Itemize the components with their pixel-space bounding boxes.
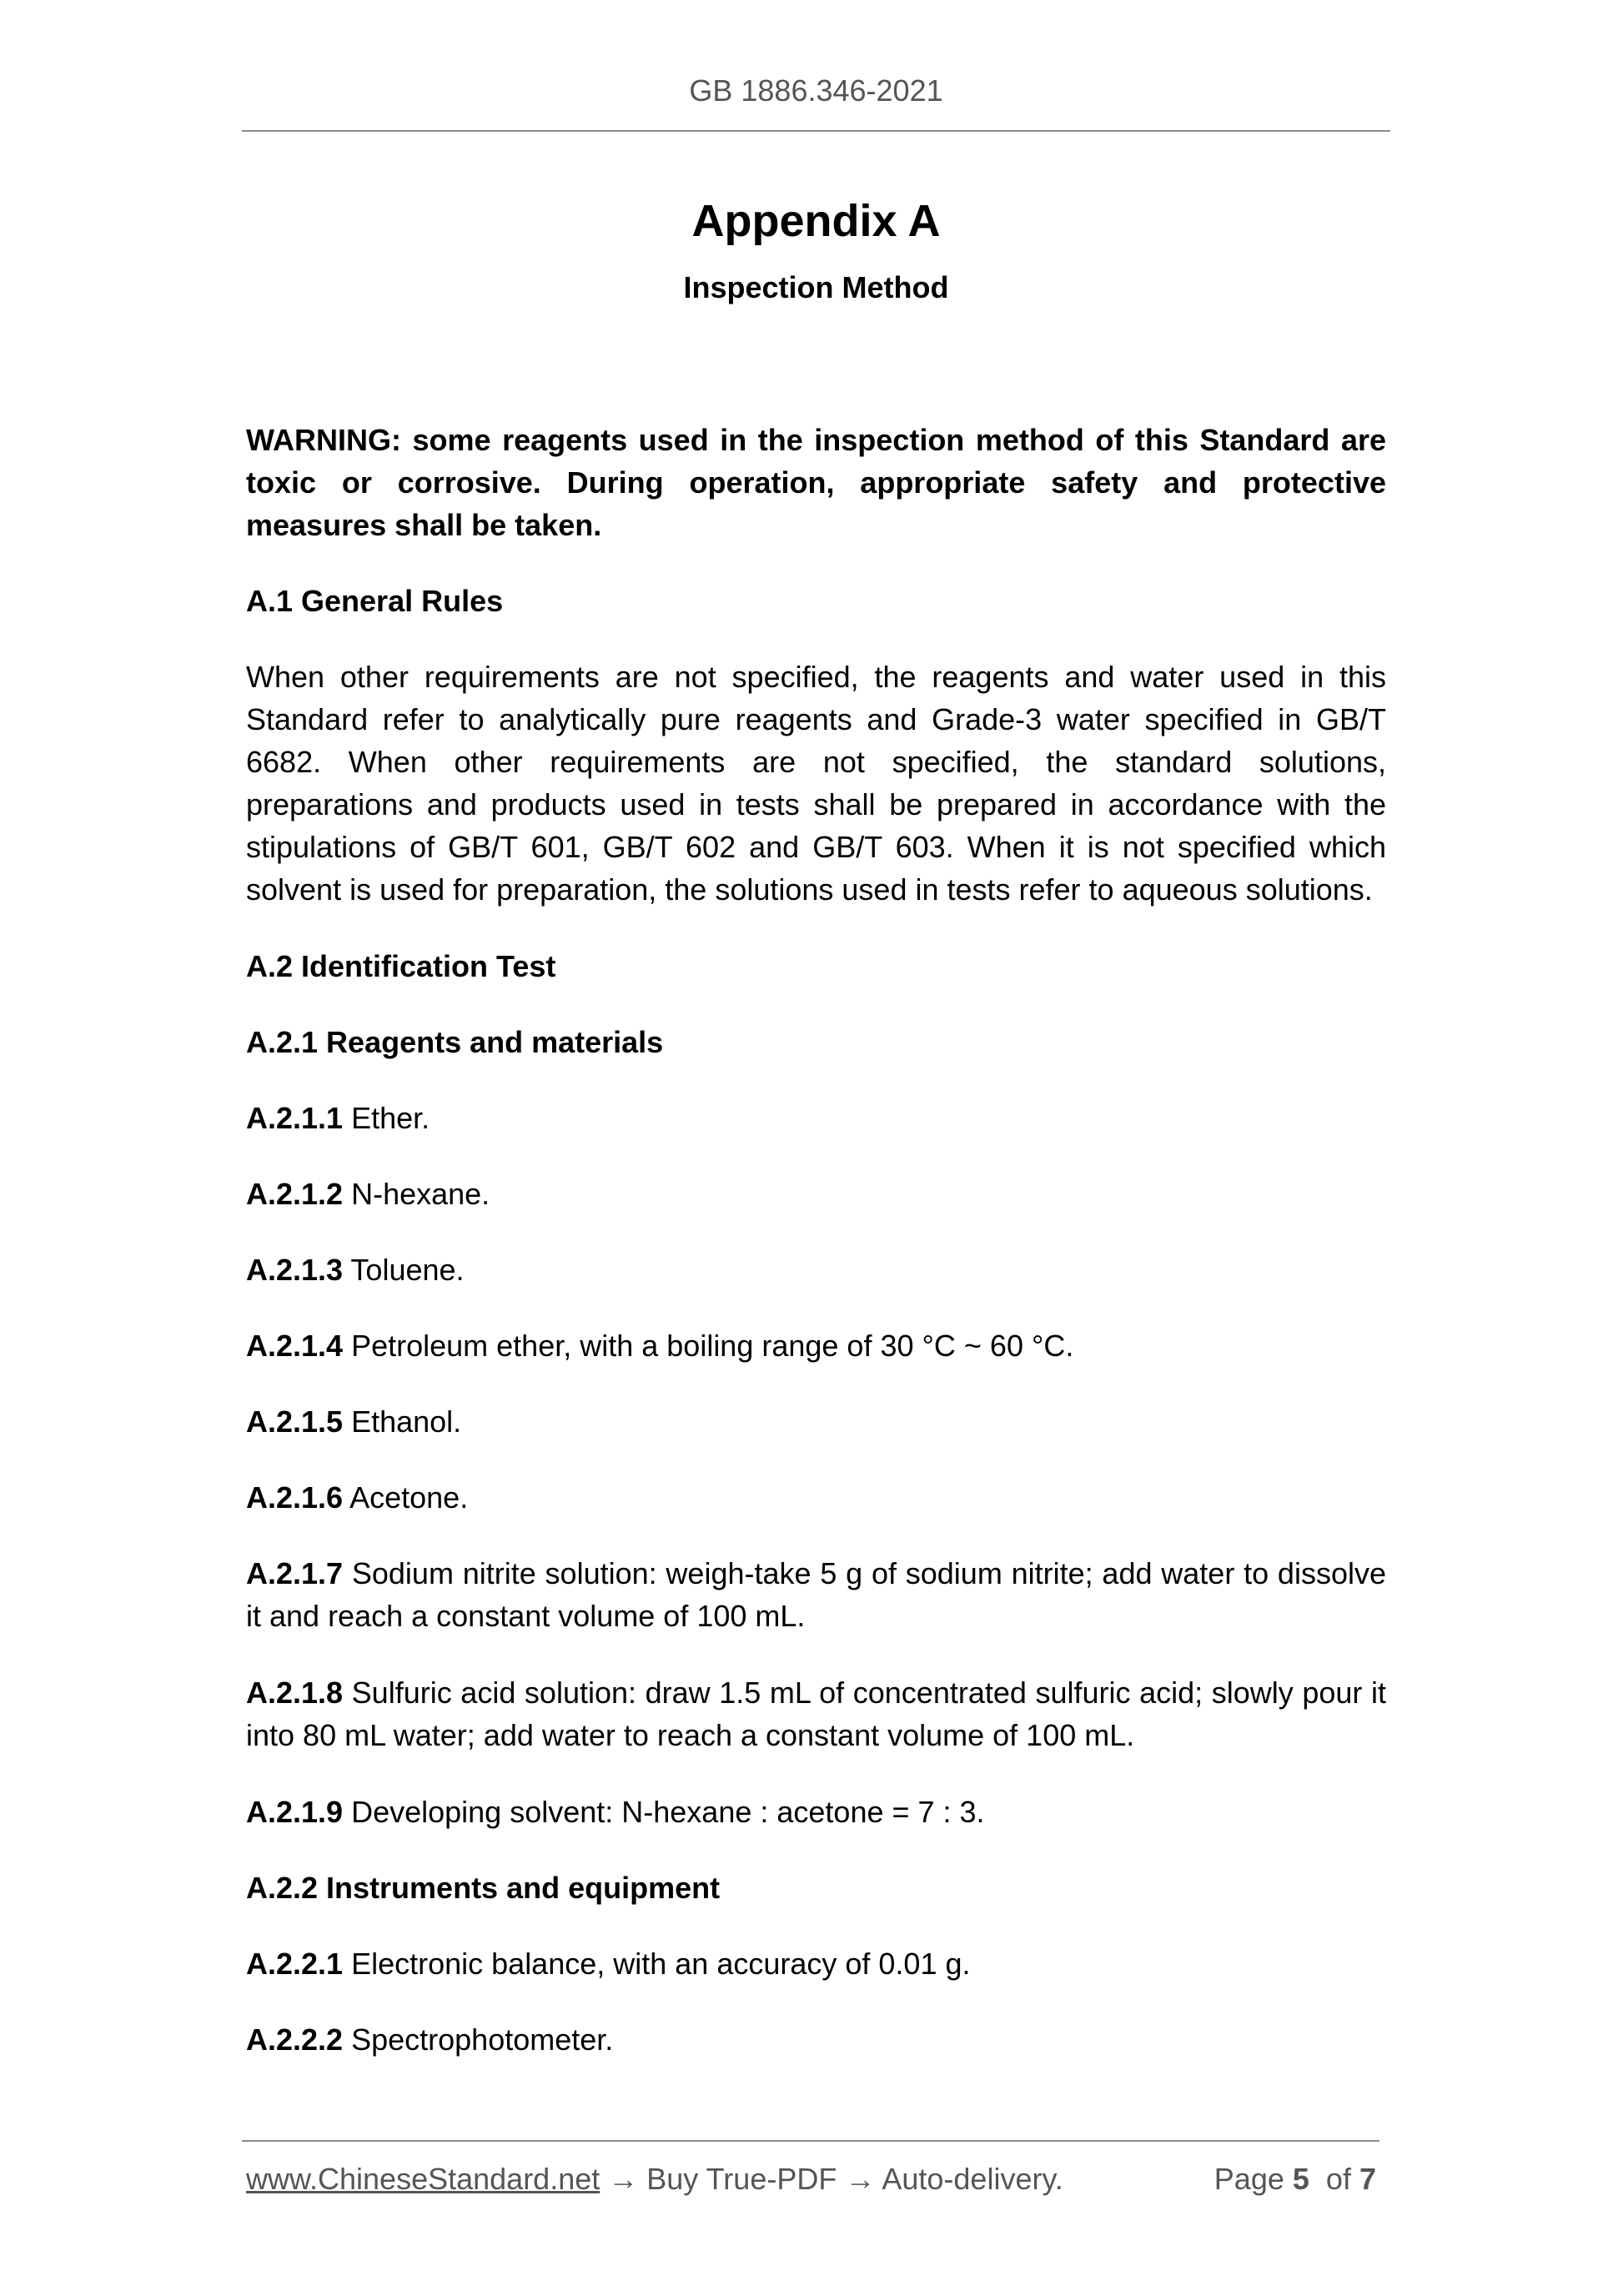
- clause-number: A.2.2.1: [246, 1947, 344, 1981]
- clause-text: Petroleum ether, with a boiling range of 30 °C ~ 60 °C.: [343, 1329, 1074, 1363]
- auto-delivery-text: Auto-delivery.: [882, 2162, 1063, 2196]
- section-a1-paragraph: When other requirements are not specified, the reagents and water used in this Standard refer to analytically pure reagents and Grade-3 water specified in GB/T 6682. When other requirements are not specified, the standard solutions, preparations and products used in tests shall be prepared in accordance with the stipulations of GB/T 601, GB/T 602 and GB/T 603. When it is not specified which solvent is used for preparation, the solutions used in tests refer to aqueous solutions.: [246, 660, 1386, 907]
- section-a22-heading: A.2.2 Instruments and equipment: [246, 1871, 721, 1905]
- reagent-item: [246, 1552, 1386, 1637]
- clause-text: Electronic balance, with an accuracy of 0.01 g.: [343, 1947, 971, 1981]
- clause-text: Sodium nitrite solution: weigh-take 5 g of sodium nitrite; add water to dissolve it and reach a constant volume of 100 mL.: [246, 1556, 1386, 1633]
- instrument-item: [246, 2018, 1386, 2061]
- footer-promo: [246, 2162, 1063, 2197]
- page-header-standard-number: GB 1886.346-2021: [689, 73, 943, 108]
- page-subtitle: Inspection Method: [683, 270, 949, 304]
- page-title: Appendix A: [691, 196, 941, 246]
- clause-number: A.2.1.2: [246, 1177, 344, 1211]
- instrument-item: [246, 1942, 1386, 1985]
- clause-number: A.2.1.5: [246, 1404, 344, 1439]
- total-pages: 7: [1359, 2162, 1376, 2196]
- reagent-item: [246, 1097, 1386, 1139]
- warning-paragraph: WARNING: some reagents used in the inspection method of this Standard are toxic or corrosive. During operation, appropriate safety and protective measures shall be taken.: [246, 423, 1386, 542]
- clause-number: A.2.1.7: [246, 1556, 344, 1590]
- header-divider: [242, 130, 1390, 132]
- reagent-item: [246, 1400, 1386, 1443]
- clause-text: Acetone.: [343, 1480, 469, 1515]
- clause-text: Spectrophotometer.: [343, 2022, 614, 2057]
- clause-number: A.2.1.3: [246, 1253, 344, 1287]
- website-link[interactable]: www.ChineseStandard.net: [246, 2162, 600, 2196]
- clause-text: Toluene.: [343, 1253, 465, 1287]
- section-a2-heading: A.2 Identification Test: [246, 949, 556, 983]
- clause-number: A.2.2.2: [246, 2022, 344, 2057]
- reagent-item: [246, 1476, 1386, 1519]
- clause-text: Developing solvent: N-hexane : acetone = 7 : 3.: [343, 1795, 985, 1829]
- buy-pdf-text: Buy True-PDF: [646, 2162, 837, 2196]
- reagent-item: [246, 1324, 1386, 1367]
- section-a1-heading: A.1 General Rules: [246, 584, 504, 618]
- arrow-right-icon: →: [837, 2162, 882, 2196]
- clause-number: A.2.1.9: [246, 1795, 344, 1829]
- clause-number: A.2.1.8: [246, 1676, 344, 1710]
- reagent-item: [246, 1791, 1386, 1833]
- reagent-item: [246, 1248, 1386, 1291]
- clause-text: Sulfuric acid solution: draw 1.5 mL of concentrated sulfuric acid; slowly pour it into 80 mL water; add water to reach a constant volume of 100 mL.: [246, 1676, 1386, 1752]
- clause-text: Ethanol.: [343, 1404, 462, 1439]
- page-number: [1214, 2162, 1376, 2197]
- clause-number: A.2.1.1: [246, 1101, 344, 1135]
- clause-text: N-hexane.: [343, 1177, 490, 1211]
- section-a21-heading: A.2.1 Reagents and materials: [246, 1025, 664, 1059]
- reagent-item: [246, 1671, 1386, 1756]
- footer-divider: [242, 2140, 1379, 2142]
- page-label: Page: [1213, 2162, 1284, 2196]
- clause-number: A.2.1.4: [246, 1329, 344, 1363]
- clause-number: A.2.1.6: [246, 1480, 344, 1515]
- arrow-right-icon: →: [600, 2162, 647, 2196]
- current-page: 5: [1292, 2162, 1309, 2196]
- reagent-item: [246, 1173, 1386, 1215]
- of-label: of: [1325, 2162, 1351, 2196]
- clause-text: Ether.: [343, 1101, 430, 1135]
